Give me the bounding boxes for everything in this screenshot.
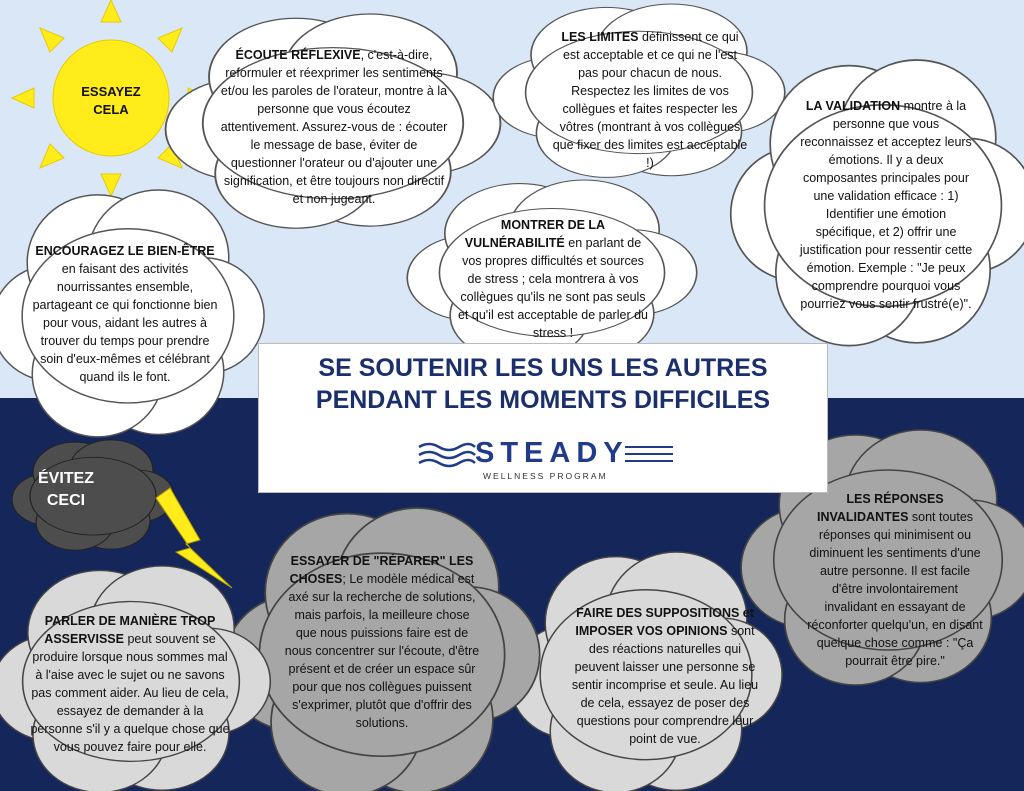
- bienetre-text: ENCOURAGEZ LE BIEN-ÊTRE en faisant des activités nourrissantes ensemble, partageant ce qui fonctionne bien pour vous, aidant les autres à trouver du temps pour prendre soin d'eux-mêmes et célébrant quand ils le font.: [32, 244, 218, 384]
- ecoute-text: ÉCOUTE RÉFLEXIVE, c'est-à-dire, reformuler et réexprimer les sentiments et/ou les paroles de l'orateur, montre à la personne que vous écoutez attentivement. Assurez-vous de : écouter le message de base, éviter de questionner l'orateur ou d'ajouter une signification, et être toujours non directif et non jugeant.: [220, 48, 448, 206]
- page-title: SE SOUTENIR LES UNS LES AUTRES PENDANT LES MOMENTS DIFFICILES: [315, 354, 771, 414]
- reparer-text: ESSAYER DE "RÉPARER" LES CHOSES; Le modèle médical est axé sur la recherche de solutions, mais parfois, la meilleure chose que nous puissions faire est de nous concentrer sur l'écoute, d'être présent et de créer un espace sûr pour que nos collègues puissent s'exprimer, plutôt que d'offrir des solutions.: [284, 554, 480, 730]
- asservisse-text: PARLER DE MANIÈRE TROP ASSERVISSE peut souvent se produire lorsque nous sommes mal à l'aise avec le sujet ou ne savons pas comment aider. Au lieu de cela, essayez de demander à la personne s'il y a quelque chose que vous pouvez faire pour elle.: [30, 614, 230, 754]
- lines-icon: [625, 441, 675, 471]
- validation-text: LA VALIDATION montre à la personne que vous reconnaissez et acceptez leurs émotions. Il y a deux composantes principales pour une validation efficace : 1) Identifier une émotion spécifique, et 2) offrir une justification pour ressentir cette émotion. Exemple : "Je peux comprendre pourquoi vous pourriez vous sentir frustré(e)".: [799, 99, 973, 311]
- logo-text: STEADY: [475, 437, 629, 469]
- waves-icon: [417, 437, 477, 477]
- title-box: [258, 343, 828, 493]
- vulnerabilite-text: MONTRER DE LA VULNÉRABILITÉ en parlant de vos propres difficultés et sources de stress ; cela montrera à vos collègues qu'ils ne sont pas seuls et qu'il est acceptable de parler du stress !: [457, 218, 648, 340]
- suppositions-text: FAIRE DES SUPPOSITIONS et IMPOSER VOS OPINIONS sont des réactions naturelles qui peuvent laisser une personne se sentir incomprise et seule. Au lieu de cela, essayez de poser des questions pour comprendre leur point de vue.: [571, 606, 759, 746]
- logo-subtitle: WELLNESS PROGRAM: [483, 471, 608, 481]
- limites-text: LES LIMITES définissent ce qui est acceptable et ce qui ne l'est pas pour chacun de nous. Respectez les limites de vos collègues et faites respecter les vôtres (montrant à vos collègues que fixer des limites est acceptable !): [552, 30, 748, 170]
- steady-logo: [417, 437, 677, 487]
- avoid-label: ÉVITEZ CECI: [37, 470, 94, 509]
- sun-label: ESSAYEZ CELA: [81, 84, 141, 117]
- invalidantes-text: LES RÉPONSES INVALIDANTES sont toutes réponses qui minimisent ou diminuent les sentiments d'une autre personne. Il est facile d'être involontairement invalidant en essayant de réconforter quelqu'un, en disant quelque chose comme : "Ça pourrait être pire.": [807, 492, 983, 668]
